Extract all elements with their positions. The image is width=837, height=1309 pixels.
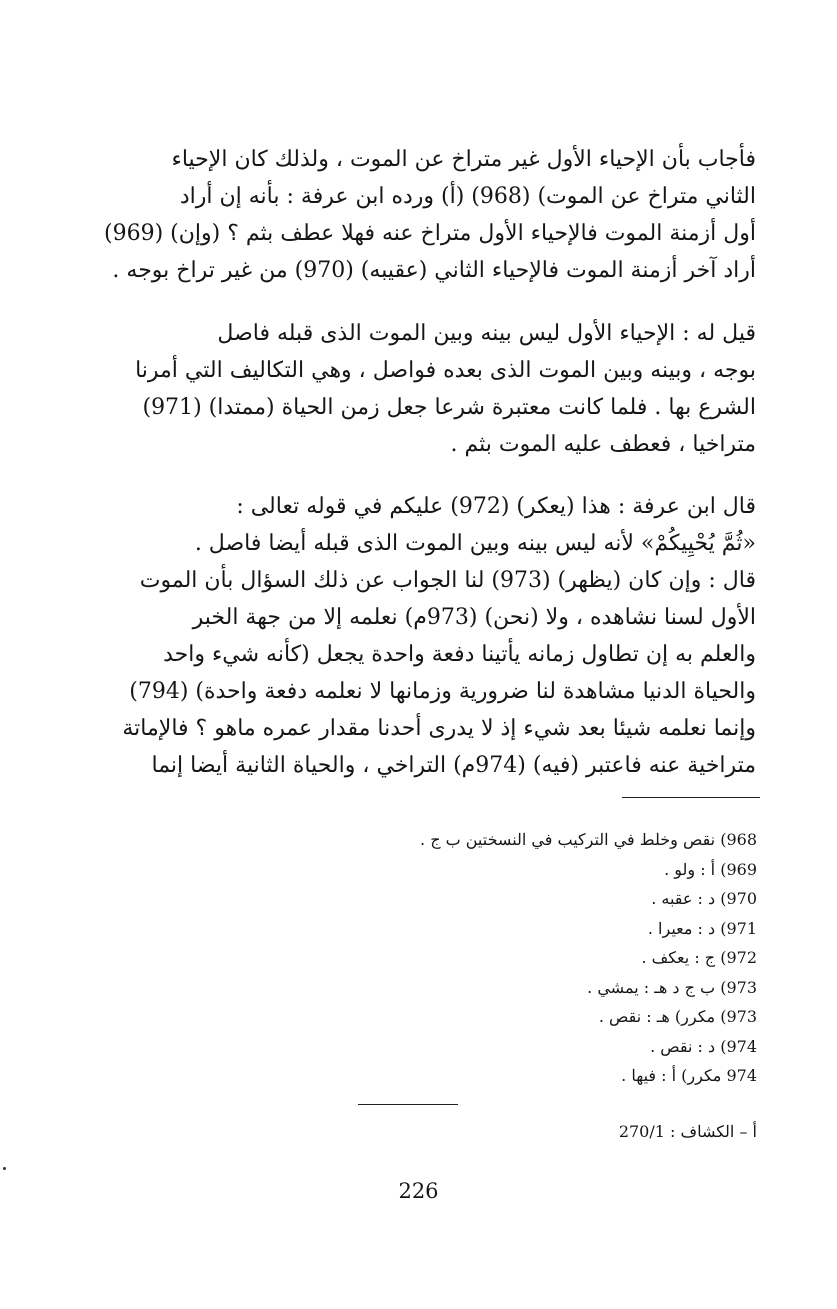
scan-speck xyxy=(3,1167,6,1170)
text-line: أراد آخر أزمنة الموت فالإحياء الثاني (عقيبه) (970) من غير تراخ بوجه . xyxy=(112,258,756,283)
text-line: «ثُمَّ يُحْيِيكُمْ» لأنه ليس بينه وبين الموت الذى قبله أيضا فاصل . xyxy=(194,531,756,556)
footnote: 974) د : نقص . xyxy=(650,1036,757,1056)
text-line: متراخية عنه فاعتبر (فيه) (974م) التراخي ، والحياة الثانية أيضا إنما xyxy=(151,753,756,778)
footnote: 970) د : عقبه . xyxy=(651,889,757,908)
text-line: والعلم به إن تطاول زمانه يأتينا دفعة واحدة يجعل (كأنه شيء واحد xyxy=(163,642,756,667)
footnote: 974 مكرر) أ : فيها . xyxy=(621,1066,757,1085)
footnote: 969) أ : ولو . xyxy=(664,859,757,879)
footnote: 973) مكرر) هـ : نقص . xyxy=(598,1007,757,1026)
paragraph-3 xyxy=(72,488,756,784)
text-line: بوجه ، وبينه وبين الموت الذى بعده فواصل ، وهي التكاليف التي أمرنا xyxy=(135,358,756,383)
text-line: قيل له : الإحياء الأول ليس بينه وبين الموت الذى قبله فاصل xyxy=(217,321,756,346)
text-line: وإنما نعلمه شيئا بعد شيء إذ لا يدرى أحدنا مقدار عمره ماهو ؟ فالإماتة xyxy=(122,716,756,741)
source-divider xyxy=(358,1104,458,1105)
source-reference: أ – الكشاف : 270/1 xyxy=(618,1122,757,1141)
text-line: الثاني متراخ عن الموت) (968) (أ) ورده ابن عرفة : بأنه إن أراد xyxy=(179,184,756,209)
text-line: قال : وإن كان (يظهر) (973) لنا الجواب عن ذلك السؤال بأن الموت xyxy=(139,568,756,593)
text-line: والحياة الدنيا مشاهدة لنا ضرورية وزمانها لا نعلمه دفعة واحدة) (794) xyxy=(129,679,756,704)
text-line: الشرع بها . فلما كانت معتبرة شرعا جعل زمن الحياة (ممتدا) (971) xyxy=(142,395,756,420)
paragraph-2 xyxy=(72,315,756,463)
footnote: 968) نقص وخلط في التركيب في النسختين ب ج . xyxy=(420,830,757,849)
footnote: 973) ب ج د هـ : يمشي . xyxy=(587,977,757,997)
footnote: 971) د : معيرا . xyxy=(647,918,757,938)
text-line: أول أزمنة الموت فالإحياء الأول متراخ عنه فهلا عطف بثم ؟ (وإن) (969) xyxy=(103,221,756,246)
text-line: فأجاب بأن الإحياء الأول غير متراخ عن الموت ، ولذلك كان الإحياء xyxy=(171,147,756,172)
footnote-divider xyxy=(622,797,760,798)
paragraph-1 xyxy=(72,141,756,289)
footnote: 972) ج : يعكف . xyxy=(641,948,757,967)
text-line: متراخيا ، فعطف عليه الموت بثم . xyxy=(450,432,756,457)
text-line: الأول لسنا نشاهده ، ولا (نحن) (973م) نعلمه إلا من جهة الخبر xyxy=(192,605,756,630)
footnotes-list xyxy=(237,825,757,1091)
page-number: 226 xyxy=(398,1179,439,1203)
text-line: قال ابن عرفة : هذا (يعكر) (972) عليكم في قوله تعالى : xyxy=(236,494,756,519)
